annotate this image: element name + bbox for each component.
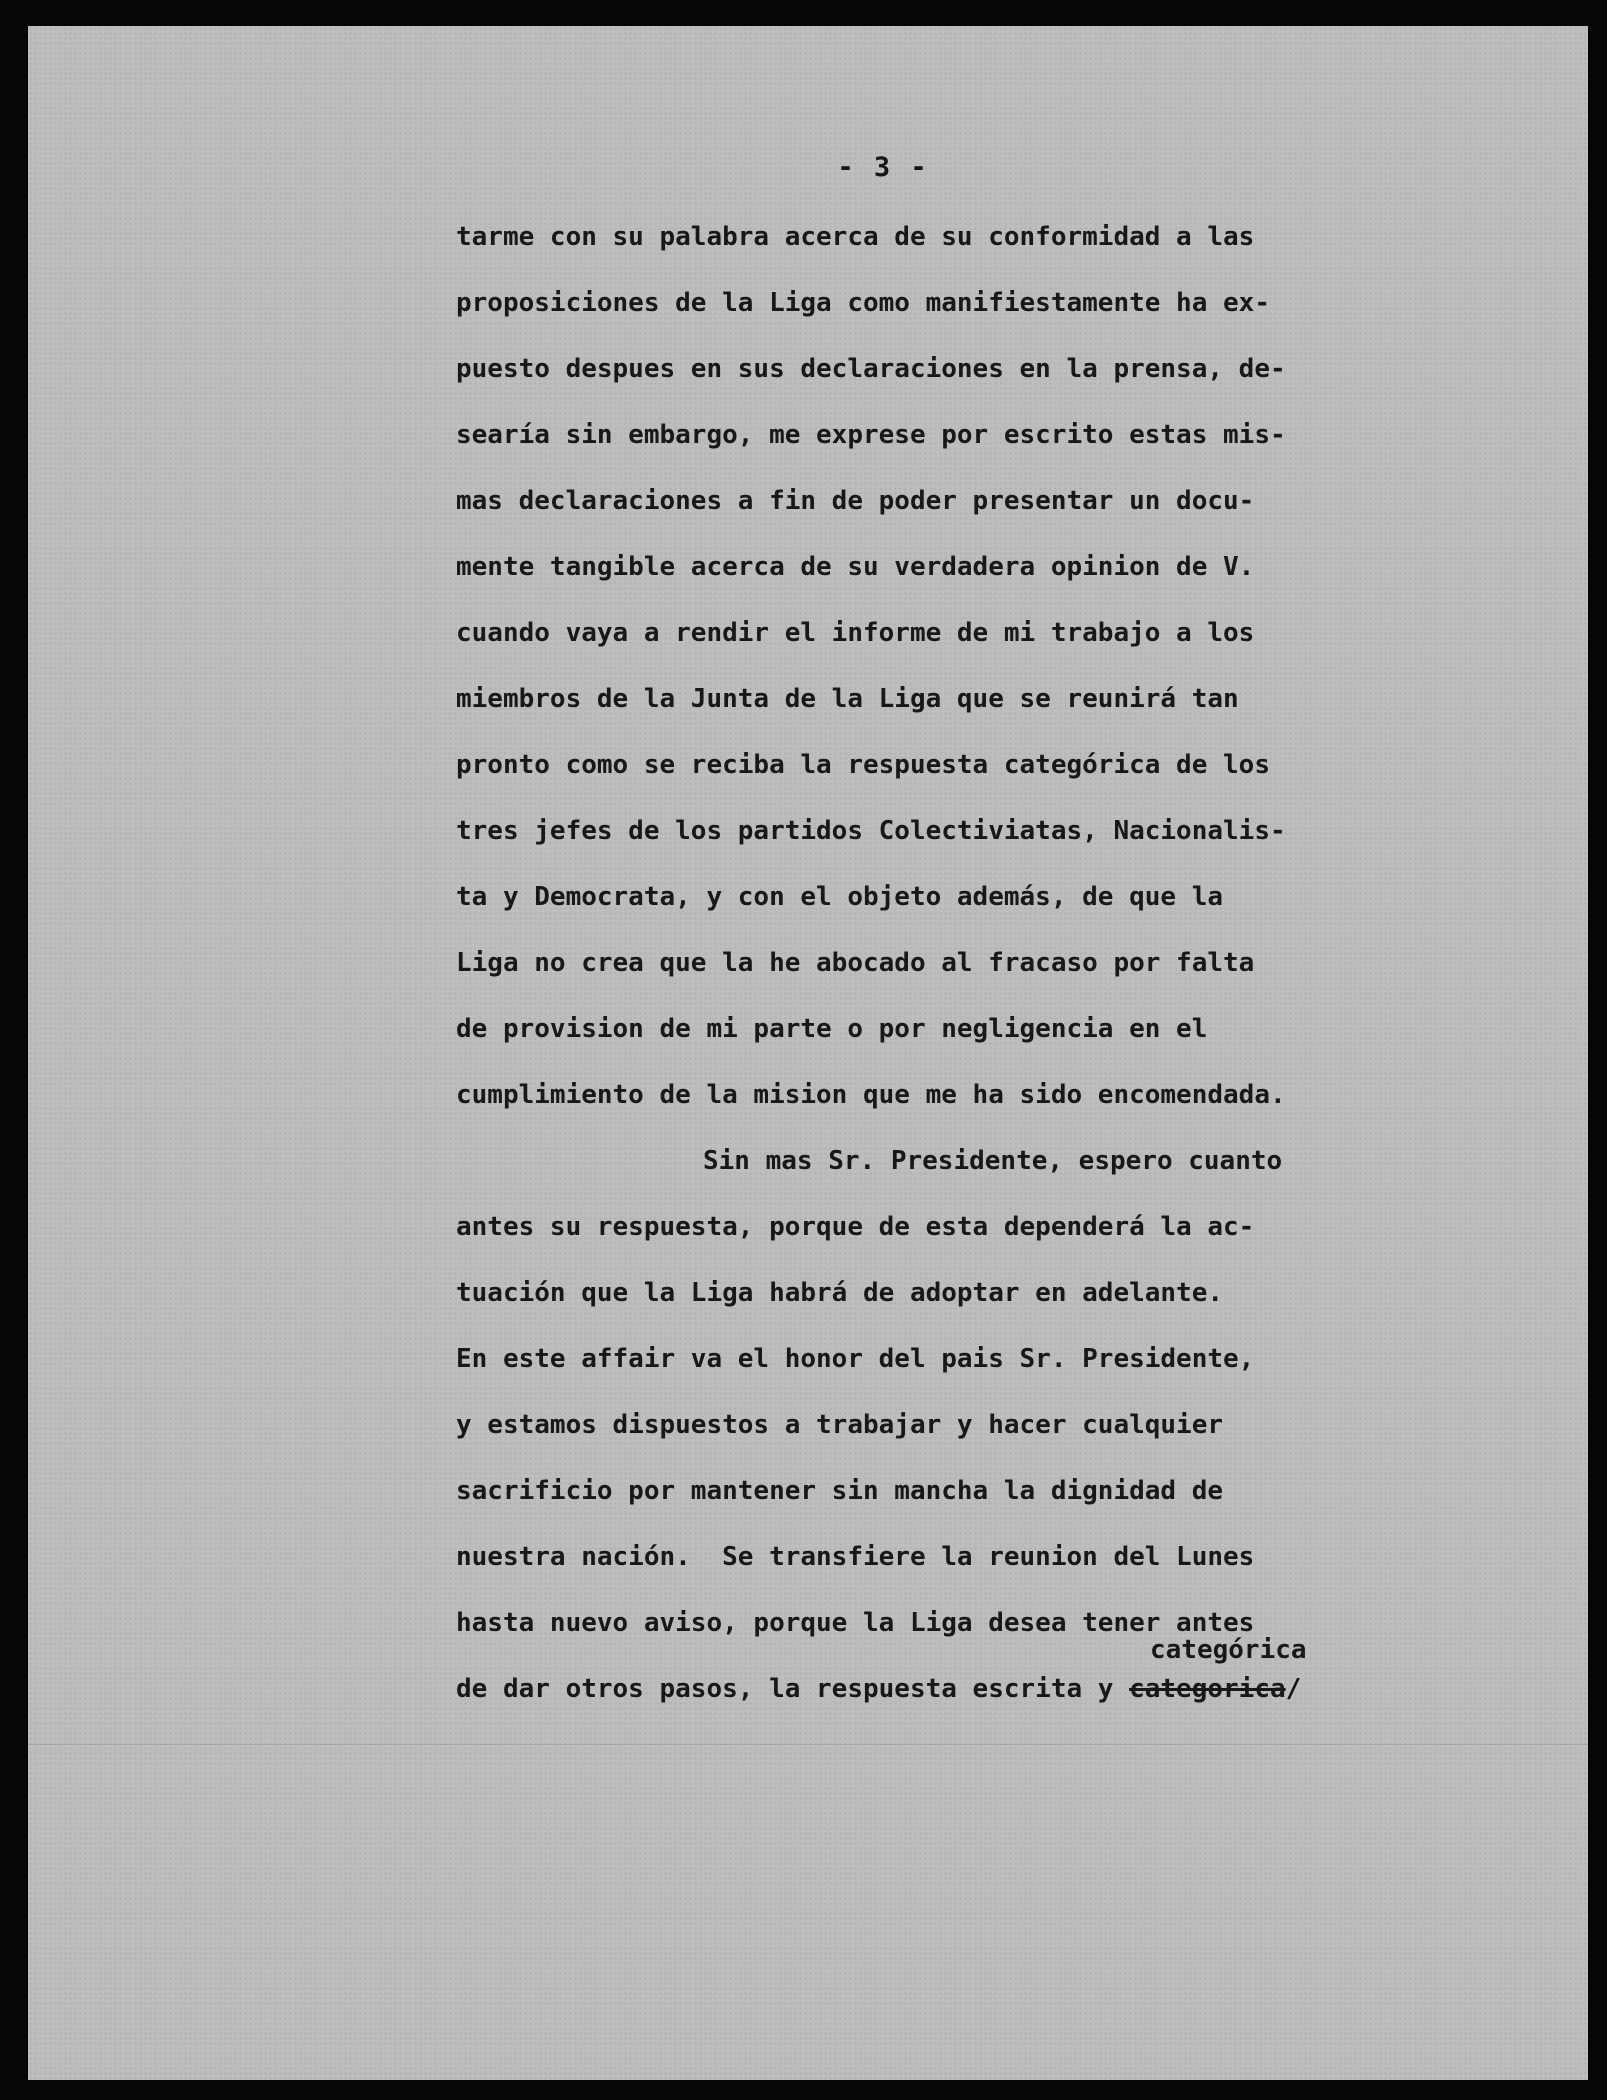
last-text-line	[456, 1674, 1301, 1704]
text-line: nuestra nación. Se transfiere la reunion del Lunes	[456, 1542, 1255, 1572]
text-line: cuando vaya a rendir el informe de mi trabajo a los	[456, 618, 1255, 648]
document-page	[28, 26, 1588, 2080]
text-line: y estamos dispuestos a trabajar y hacer cualquier	[456, 1410, 1224, 1440]
text-line: tres jefes de los partidos Colectiviatas, Nacionalis-	[456, 816, 1286, 846]
text-line: tuación que la Liga habrá de adoptar en adelante.	[456, 1278, 1224, 1308]
text-line: pronto como se reciba la respuesta categórica de los	[456, 750, 1270, 780]
text-line: antes su respuesta, porque de esta dependerá la ac-	[456, 1212, 1255, 1242]
page-number: - 3 -	[837, 152, 929, 183]
paragraph-start-line: Sin mas Sr. Presidente, espero cuanto	[703, 1146, 1283, 1176]
text-line: mente tangible acerca de su verdadera opinion de V.	[456, 552, 1255, 582]
text-line: de provision de mi parte o por negligencia en el	[456, 1014, 1208, 1044]
text-line: puesto despues en sus declaraciones en la prensa, de-	[456, 354, 1286, 384]
text-line: miembros de la Junta de la Liga que se reunirá tan	[456, 684, 1239, 714]
struck-out-word: categorica	[1129, 1674, 1286, 1704]
text-line: searía sin embargo, me exprese por escrito estas mis-	[456, 420, 1286, 450]
text-line: mas declaraciones a fin de poder presentar un docu-	[456, 486, 1255, 516]
interlinear-correction: categórica	[1150, 1635, 1307, 1665]
last-line-text: de dar otros pasos, la respuesta escrita y	[456, 1674, 1130, 1704]
text-line: En este affair va el honor del pais Sr. Presidente,	[456, 1344, 1255, 1374]
text-line: Liga no crea que la he abocado al fracaso por falta	[456, 948, 1255, 978]
text-line: tarme con su palabra acerca de su conformidad a las	[456, 222, 1255, 252]
paper-fold-line	[28, 1744, 1588, 1745]
text-line: ta y Democrata, y con el objeto además, de que la	[456, 882, 1224, 912]
text-line: proposiciones de la Liga como manifiestamente ha ex-	[456, 288, 1270, 318]
text-line: cumplimiento de la mision que me ha sido encomendada.	[456, 1080, 1286, 1110]
correction-mark: /	[1285, 1674, 1302, 1704]
text-line: sacrificio por mantener sin mancha la dignidad de	[456, 1476, 1224, 1506]
text-line: hasta nuevo aviso, porque la Liga desea tener antes	[456, 1608, 1255, 1638]
